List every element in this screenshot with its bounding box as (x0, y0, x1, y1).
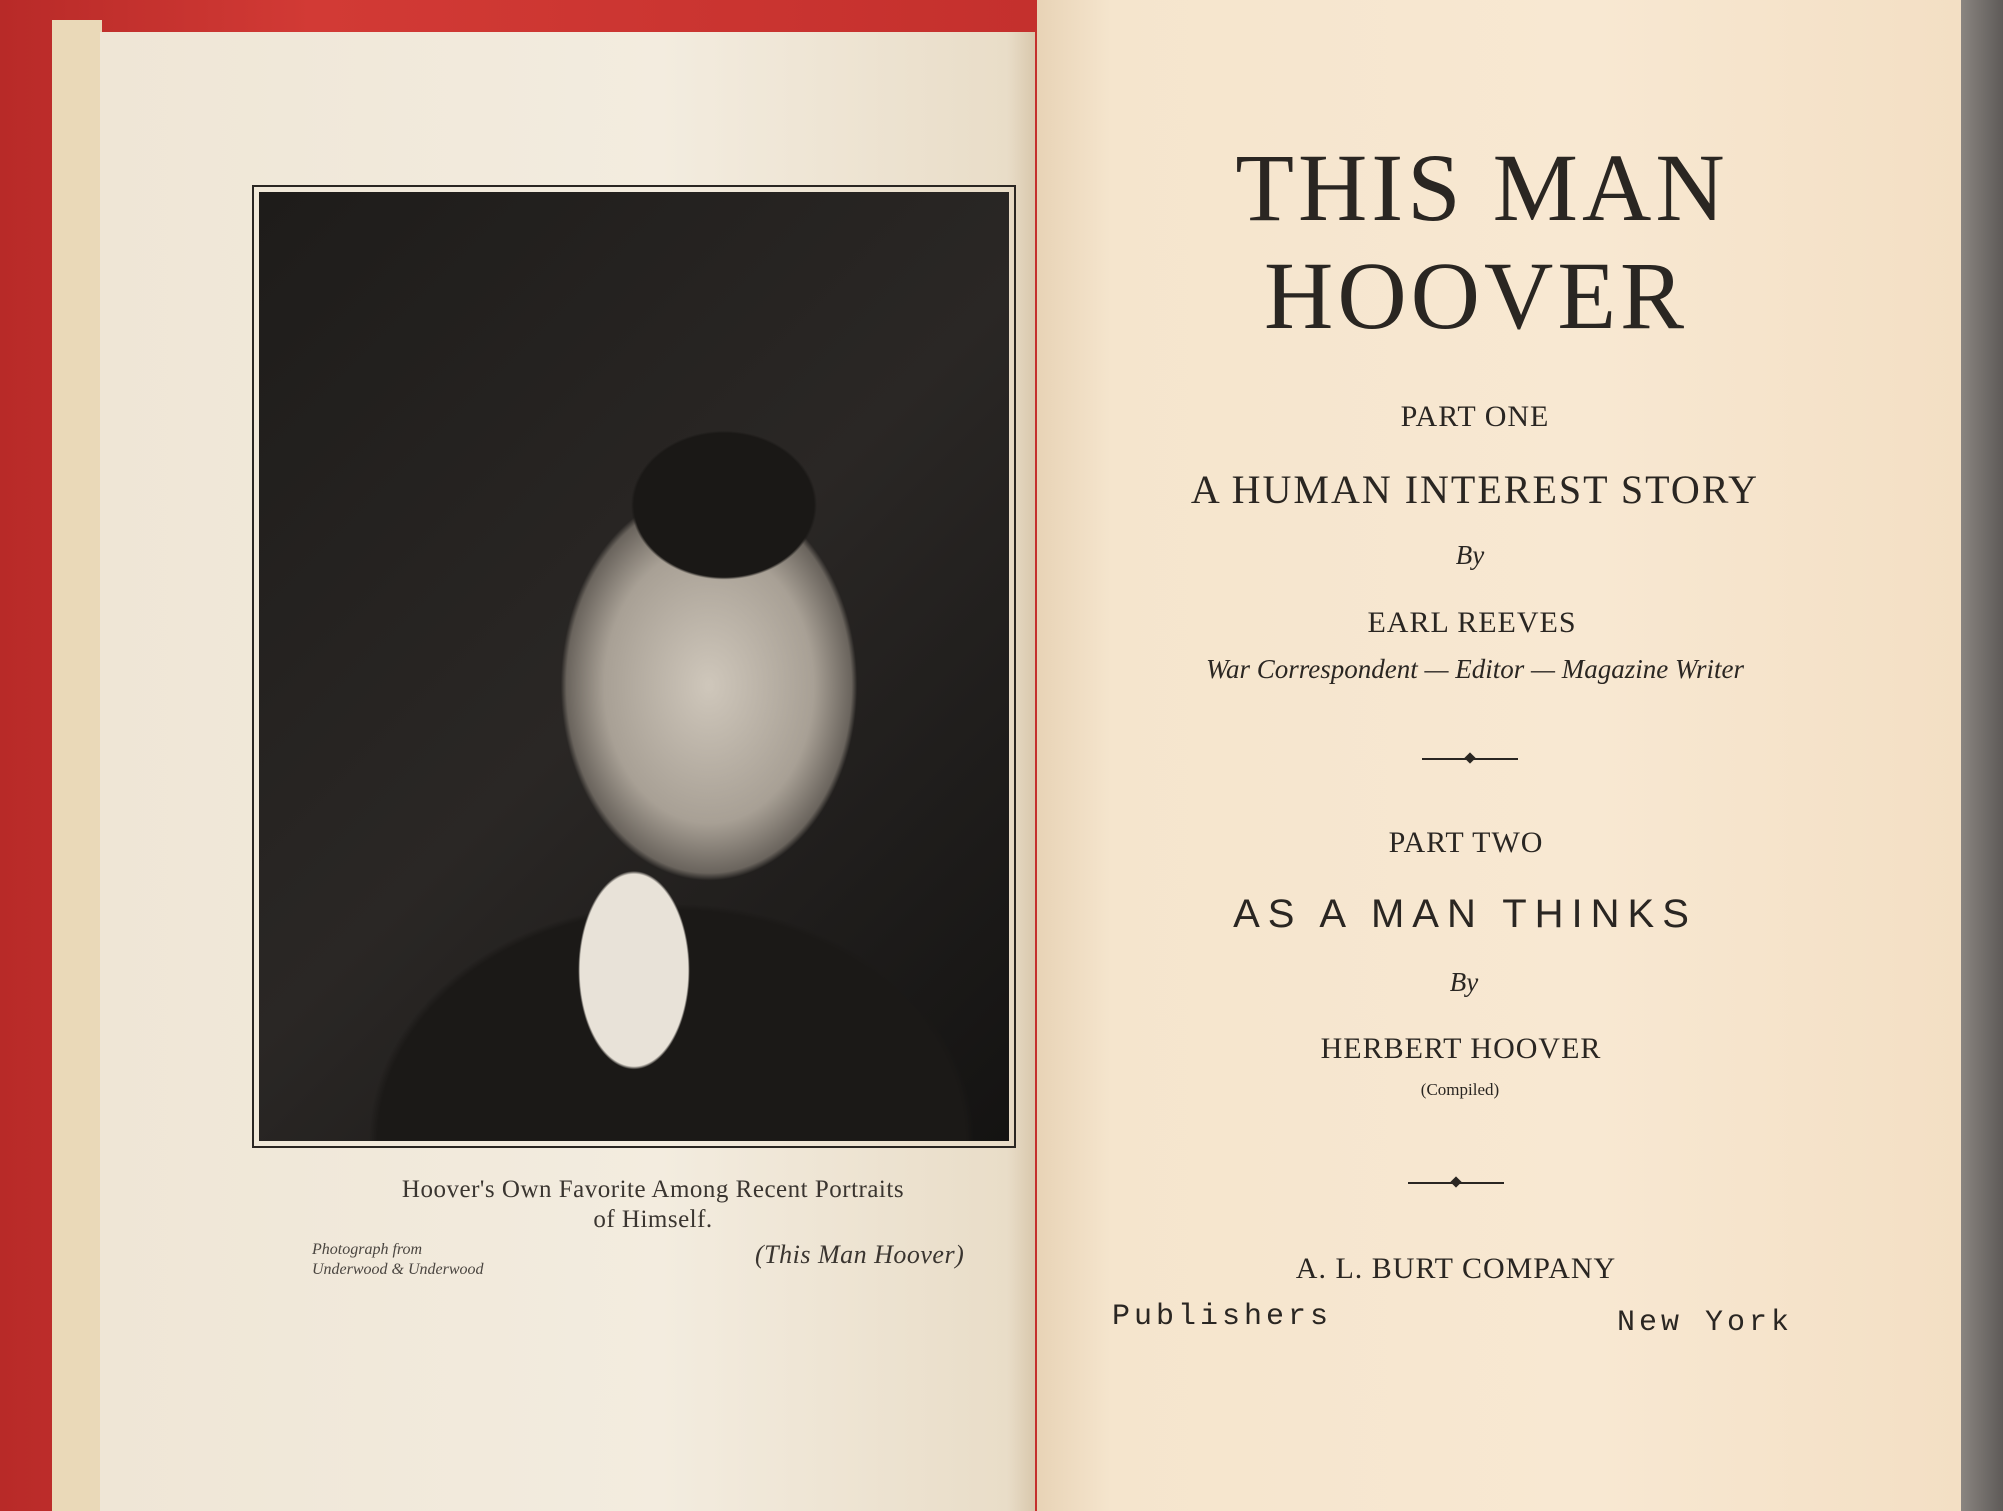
publisher-role: Publishers (1112, 1300, 1333, 1334)
by-2: By (1449, 967, 1479, 997)
author-2: HERBERT HOOVER (1320, 1032, 1602, 1065)
credit-line-1: Photograph from (312, 1241, 423, 1258)
credit-line-2: Underwood & Underwood (312, 1261, 484, 1278)
scan-edge (1961, 0, 2003, 1511)
by-1: By (1455, 540, 1485, 570)
title-line-2: HOOVER (1264, 242, 1688, 349)
part-two-title: AS A MAN THINKS (1233, 892, 1697, 936)
source-note: (This Man Hoover) (755, 1240, 965, 1269)
part-one-label: PART ONE (1400, 400, 1550, 433)
author-2-note: (Compiled) (1420, 1080, 1500, 1099)
publisher-name: A. L. BURT COMPANY (1295, 1252, 1617, 1285)
part-two-label: PART TWO (1388, 826, 1544, 859)
ornament-divider-1 (1422, 758, 1518, 760)
photo-credit (312, 1240, 484, 1280)
author-1: EARL REEVES (1367, 606, 1577, 639)
author-1-description: War Correspondent — Editor — Magazine Writer (1205, 654, 1745, 684)
portrait-frame (252, 185, 1016, 1148)
ornament-divider-2 (1408, 1182, 1504, 1184)
caption-line-1: Hoover's Own Favorite Among Recent Portraits (401, 1176, 905, 1203)
part-one-title: A HUMAN INTEREST STORY (1190, 467, 1760, 512)
title-line-1: THIS MAN (1235, 134, 1729, 241)
portrait-photo (259, 192, 1009, 1141)
publisher-city: New York (1617, 1306, 1794, 1340)
endpaper-edge (52, 20, 102, 1511)
caption-line-2: of Himself. (593, 1206, 713, 1233)
